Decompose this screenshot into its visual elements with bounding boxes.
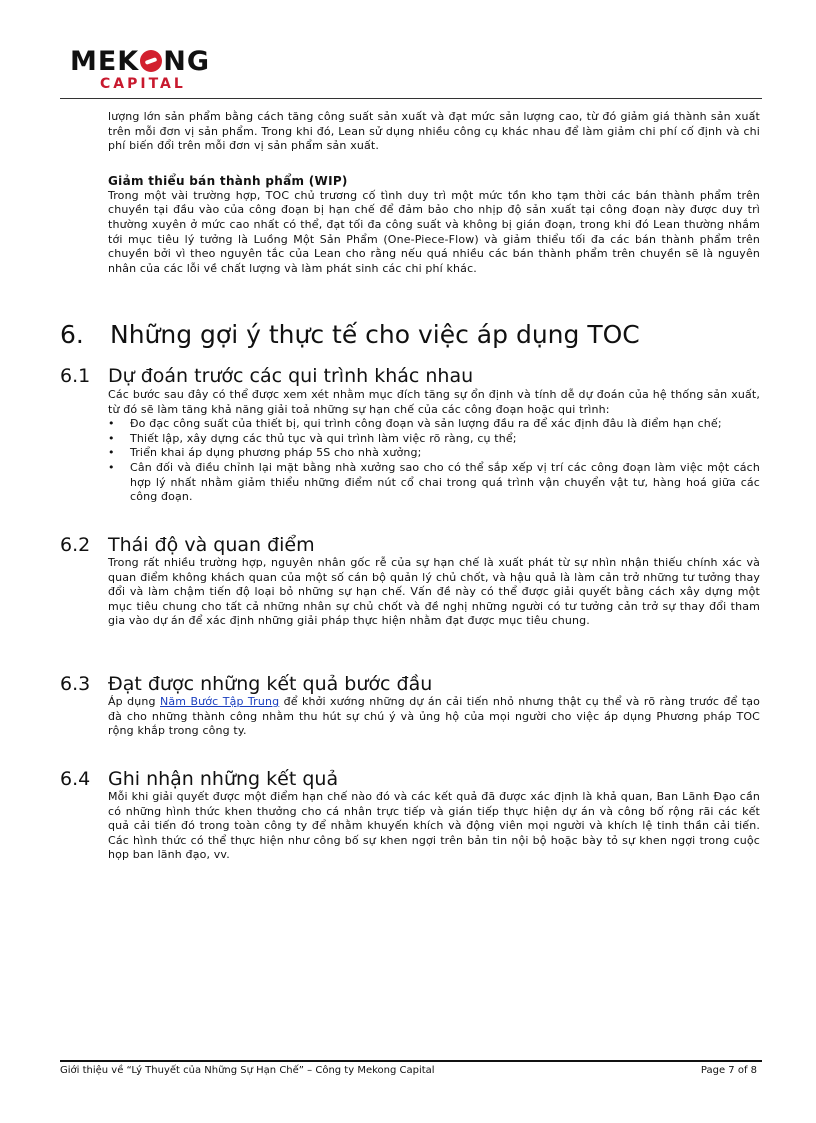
intro-block xyxy=(108,110,760,276)
list-item: • Triển khai áp dụng phương pháp 5S cho nhà xưởng; xyxy=(108,446,760,461)
section-6-1-paragraph: Các bước sau đây có thể được xem xét nhằm mục đích tăng sự ổn định và tính dễ dự đoán của hệ thống sản xuất, từ đó sẽ làm tăng khả năng giải toả những sự hạn chế của các công đoạn hoặc qui trình: xyxy=(108,388,760,416)
logo-o-icon xyxy=(140,50,162,72)
section-6-3-body xyxy=(108,695,760,739)
section-6-1-list xyxy=(108,417,760,505)
wip-heading: Giảm thiểu bán thành phẩm (WIP) xyxy=(108,173,348,188)
list-item: • Đo đạc công suất của thiết bị, qui trình công đoạn và sản lượng đầu ra để xác định đâu là điểm hạn chế; xyxy=(108,417,760,432)
section-6-3-heading: 6.3 Đạt được những kết quả bước đầu xyxy=(60,673,433,695)
footer-title: Giới thiệu về “Lý Thuyết của Những Sự Hạn Chế” – Công ty Mekong Capital xyxy=(60,1065,435,1076)
logo-wordmark: MEK NG xyxy=(70,46,210,77)
section-6-1-body xyxy=(108,388,760,505)
section-6-heading: 6. Những gợi ý thực tế cho việc áp dụng TOC xyxy=(60,320,640,349)
logo-subtitle: CAPITAL xyxy=(100,76,186,92)
page-number: Page 7 of 8 xyxy=(700,1065,757,1076)
intro-paragraph: lượng lớn sản phẩm bằng cách tăng công suất sản xuất và đạt mức sản lượng cao, từ đó giảm giá thành sản xuất trên mỗi đơn vị sản phẩm. Trong khi đó, Lean sử dụng nhiều công cụ khác nhau để làm giảm chi phí cố định và chi phí biến đổi trên mỗi đơn vị sản phẩm sản xuất. xyxy=(108,110,760,153)
footer-rule xyxy=(60,1060,762,1062)
section-6-2-heading: 6.2 Thái độ và quan điểm xyxy=(60,534,315,556)
section-6-4-paragraph: Mỗi khi giải quyết được một điểm hạn chế nào đó và các kết quả đã được xác định là khả quan, Ban Lãnh Đạo cần có những hình thức khen thưởng cho cá nhân trực tiếp và gián tiếp thực hiện dự án và công bố rộng rãi các kết quả cải tiến đó trong toàn công ty để nhằm khuyến khích và động viên mọi người và khích lệ tinh thần cải tiến. Các hình thức có thể thực hiện như công bố sự khen ngợi trên bản tin nội bộ hoặc bày tỏ sự khen ngợi trong cuộc họp ban lãnh đạo, vv. xyxy=(108,790,760,862)
section-6-4-heading: 6.4 Ghi nhận những kết quả xyxy=(60,768,339,790)
section-6-3-paragraph: Áp dụng Năm Bước Tập Trung để khởi xướng những dự án cải tiến nhỏ nhưng thật cụ thể và rõ ràng trước để tạo đà cho những thành công nhằm thu hút sự chú ý và ủng hộ của mọi người cho việc áp dụng Phương pháp TOC rộng khắp trong công ty. xyxy=(108,695,761,738)
section-6-4-body xyxy=(108,790,760,863)
list-item: • Cân đối và điều chỉnh lại mặt bằng nhà xưởng sao cho có thể sắp xếp vị trí các công đoạn làm việc một cách hợp lý nhất nhằm giảm thiểu những điểm nút cổ chai trong quá trình vận chuyển vật tư, hàng hoá giữa các công đoạn. xyxy=(108,461,760,505)
section-6-2-paragraph: Trong rất nhiều trường hợp, nguyên nhân gốc rễ của sự hạn chế là xuất phát từ sự nhìn nhận thiếu chính xác và quan điểm không khách quan của một số cán bộ quản lý chủ chốt, và hậu quả là làm cản trở những tư tưởng thay đổi và làm chậm tiến độ loại bỏ những sự hạn chế. Vấn đề này có thể được giải quyết bằng cách xây dựng một mục tiêu chung cho tất cả những nhân sự chủ chốt và đề nghị những người có tư tưởng cản trở sự thay đổi tham gia vào dự án để xác định những giải pháp thực hiện nhằm đạt được mục tiêu chung. xyxy=(108,556,760,628)
list-item: • Thiết lập, xây dựng các thủ tục và qui trình làm việc rõ ràng, cụ thể; xyxy=(108,432,760,447)
wip-paragraph: Trong một vài trường hợp, TOC chủ trương cố tình duy trì một mức tồn kho tạm thời các bán thành phẩm trên chuyền tại đầu vào của công đoạn bị hạn chế để đảm bảo cho nhịp độ sản xuất tại công đoạn này được duy trì thường xuyên ở mức cao nhất có thể, đạt tối đa công suất và không bị gián đoạn, trong khi đó Lean thường nhắm tới mục tiêu lý tưởng là Luồng Một Sản Phẩm (One-Piece-Flow) và giảm thiểu tối đa các bán thành phẩm trên chuyền bởi vì theo nguyên tắc của Lean cho rằng nếu quá nhiều các bán thành phẩm trên chuyền sẽ là nguyên nhân của các lỗi về chất lượng và làm phát sinh các chi phí khác. xyxy=(108,188,760,275)
section-6-1-heading: 6.1 Dự đoán trước các qui trình khác nhau xyxy=(60,365,474,387)
section-6-2-body xyxy=(108,556,760,629)
page-footer xyxy=(60,1064,757,1077)
five-focusing-steps-link[interactable]: Năm Bước Tập Trung xyxy=(160,695,280,708)
mekong-capital-logo xyxy=(70,46,220,96)
header-rule xyxy=(60,98,762,99)
